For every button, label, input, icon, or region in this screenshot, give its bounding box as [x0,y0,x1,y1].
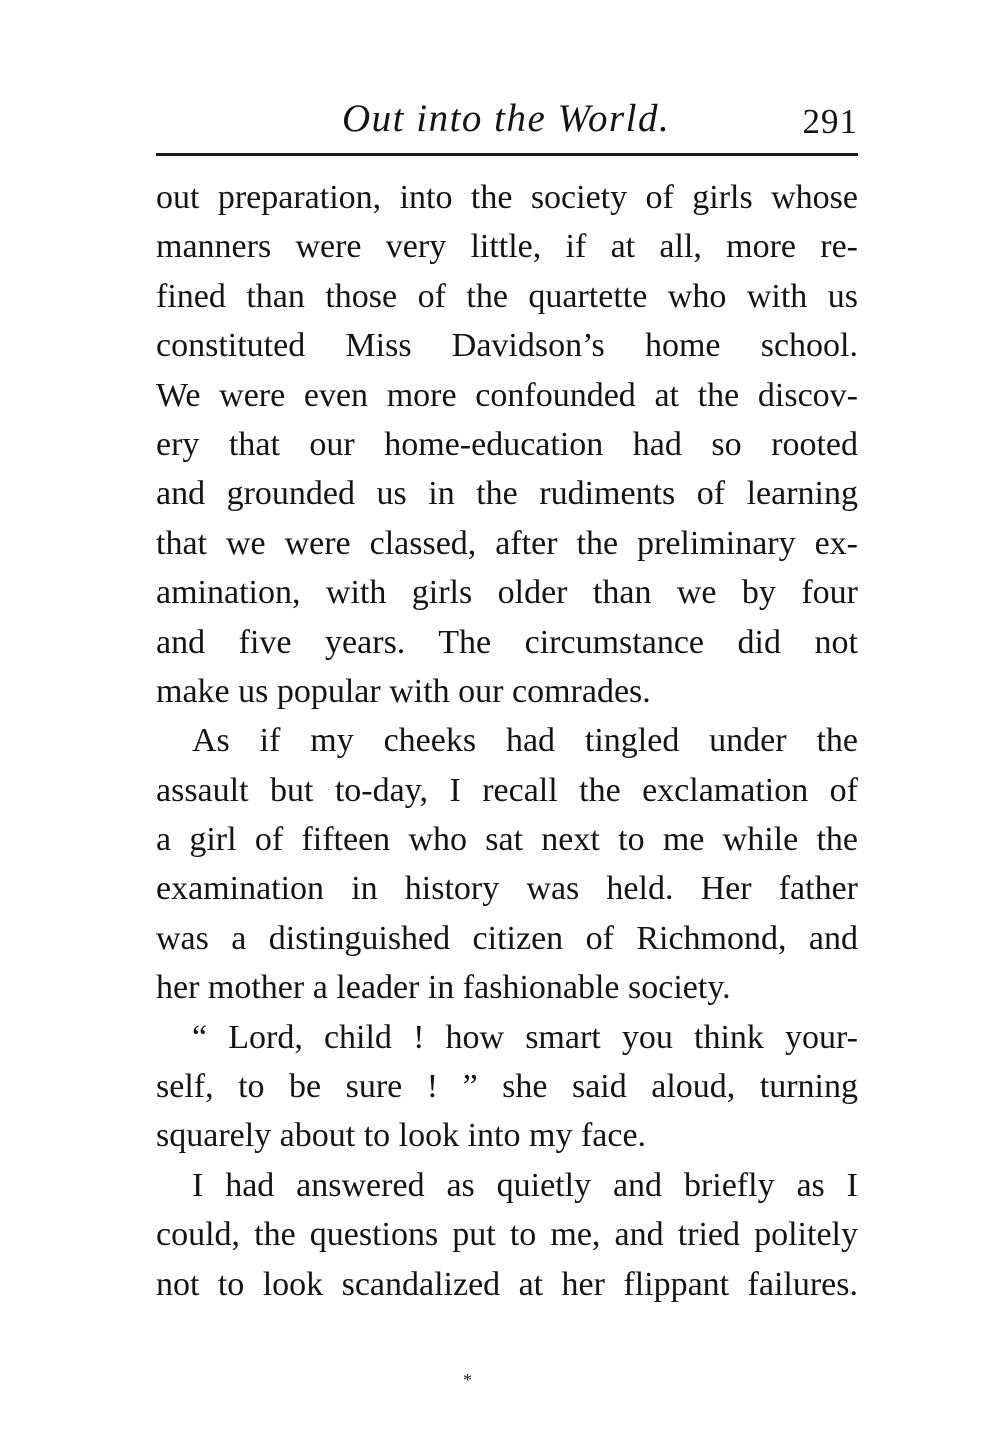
text-line: was a distinguished citizen of Richmond, and [156,919,858,957]
header-rule [156,153,858,156]
text-line: that we were classed, after the preliminary ex- [156,524,858,562]
text-line: self, to be sure ! ” she said aloud, turning [156,1068,858,1106]
body-text [156,173,858,1309]
text-line: make us popular with our comrades. [156,672,651,710]
text-line: not to look scandalized at her flippant failures. [156,1265,858,1303]
text-line: I had answered as quietly and briefly as I [192,1166,858,1204]
text-line: As if my cheeks had tingled under the [192,722,858,760]
text-line: constituted Miss Davidson’s home school. [156,327,858,365]
text-line: ery that our home-education had so rooted [156,425,858,463]
text-line: We were even more confounded at the discov- [156,376,858,414]
text-line: examination in history was held. Her father [156,870,858,908]
text-line: squarely about to look into my face. [156,1117,647,1155]
page-number: 291 [802,102,858,141]
footer-ornament: * [463,1370,472,1390]
running-title: Out into the World. [342,97,671,140]
text-line: could, the questions put to me, and tried politely [156,1216,858,1254]
text-line: assault but to-day, I recall the exclamation of [156,771,858,809]
text-line: and grounded us in the rudiments of learning [156,475,858,513]
text-line: fined than those of the quartette who with us [156,277,858,315]
text-line: amination, with girls older than we by four [156,574,858,612]
text-line: a girl of fifteen who sat next to me while the [156,821,858,859]
text-line: her mother a leader in fashionable society. [156,969,731,1007]
text-line: “ Lord, child ! how smart you think your- [192,1018,858,1056]
text-line: and five years. The circumstance did not [156,623,858,661]
text-line: out preparation, into the society of girls whose [156,179,858,216]
text-line: manners were very little, if at all, more re- [156,228,858,266]
running-head [156,93,858,145]
